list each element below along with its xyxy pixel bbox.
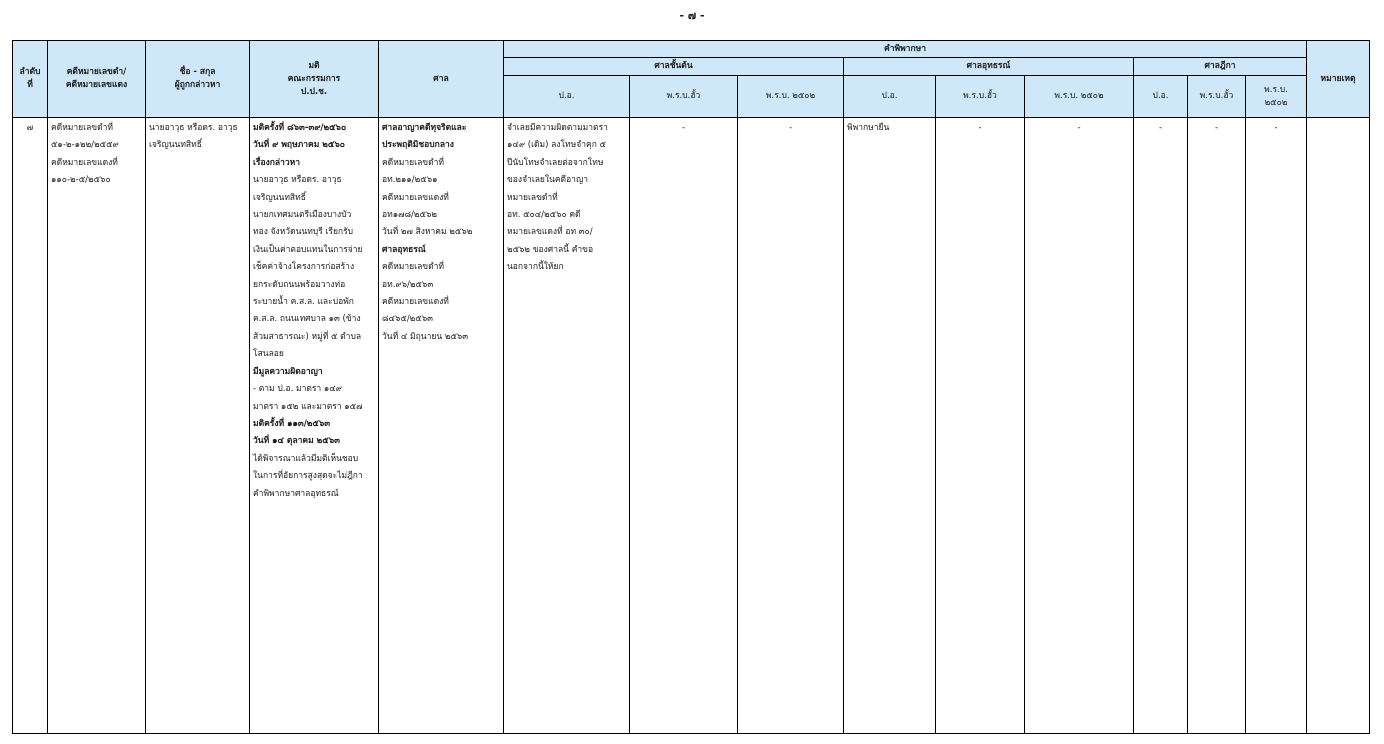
cell-resolution [250, 118, 379, 734]
cell-line: เจริญนนทสิทธิ์ [149, 140, 202, 151]
header-first-prb-ua: พ.ร.บ.ฮั้ว [630, 76, 738, 118]
cell-line: ระบายน้ำ ค.ส.ล. และบ่อพัก [253, 297, 354, 308]
cell-line: อท.๒๑๑/๒๕๖๑ [382, 175, 438, 186]
header-appeal: ศาลอุทธรณ์ [844, 58, 1134, 76]
cell-line: ส้วมสาธารณะ) หมู่ที่ ๕ ตำบล [253, 331, 362, 342]
cell-line: ยกระดับถนนพร้อมวางท่อ [253, 279, 346, 290]
cell-line: ในการที่อัยการสูงสุดจะไม่ฎีกา [253, 471, 363, 482]
header-remarks: หมายเหตุ [1307, 41, 1370, 118]
cell-line: นอกจากนี้ให้ยก [507, 262, 564, 273]
cell-line: หมายเลขดำที่ [507, 192, 558, 203]
header-appeal-prb-ua: พ.ร.บ.ฮั้ว [936, 76, 1025, 118]
cell-court [379, 118, 504, 734]
cell-line: ๑๑๐-๒-๕/๒๕๖๐ [51, 175, 111, 186]
cell-line: นายอาวุธ หรือดร. อาวุธ [149, 123, 238, 133]
cell-first-prb-ua: - [630, 118, 738, 734]
header-case-no [48, 41, 146, 118]
cell-line: - ตาม ป.อ. มาตรา ๑๔๙ [253, 384, 342, 395]
cell-line: ค.ส.ล. ถนนเทศบาล ๑๓ (ข้าง [253, 314, 361, 325]
header-supreme-prb-ua: พ.ร.บ.ฮั้ว [1188, 76, 1246, 118]
header-name [146, 41, 250, 118]
cell-line: คดีหมายเลขแดงที่ [382, 192, 449, 203]
cell-supreme-po: - [1134, 118, 1188, 734]
header-seq-line: ลำดับ [19, 67, 41, 77]
cell-line: คดีหมายเลขดำที่ [382, 262, 444, 273]
header-name-line: ผู้ถูกกล่าวหา [174, 80, 221, 90]
cell-line: ๒๕๖๒ ของศาลนี้ คำขอ [507, 244, 594, 255]
cell-line: คดีหมายเลขแดงที่ [382, 297, 449, 308]
header-first-instance: ศาลชั้นต้น [504, 58, 844, 76]
cell-line: วันที่ ๒๗ สิงหาคม ๒๕๖๒ [382, 227, 473, 238]
cell-line: ๑๔๙ (เดิม) ลงโทษจำคุก ๕ [507, 140, 606, 151]
cell-line: ได้พิจารณาแล้วมีมติเห็นชอบ [253, 453, 359, 464]
cell-remarks [1307, 118, 1370, 734]
cell-line: อท๑๗๘/๒๕๖๒ [382, 210, 437, 221]
cell-line: วันที่ ๔ มิถุนายน ๒๕๖๓ [382, 331, 469, 342]
cell-line: หมายเลขแดงที่ อท ๓๐/ [507, 227, 593, 238]
cell-line: วันที่ ๑๔ ตุลาคม ๒๕๖๓ [253, 436, 340, 447]
header-supreme: ศาลฎีกา [1134, 58, 1307, 76]
cell-line: มติครั้งที่ ๑๑๓/๒๕๖๓ [253, 418, 331, 429]
cell-line: เงินเป็นค่าตอบแทนในการจ่าย [253, 244, 363, 255]
header-appeal-po: ป.อ. [844, 76, 936, 118]
cell-line: คำพิพากษาศาลอุทธรณ์ [253, 488, 339, 499]
cell-line: วันที่ ๙ พฤษภาคม ๒๕๖๐ [253, 140, 345, 151]
page-number: - ๗ - [679, 9, 705, 22]
header-name-line: ชื่อ - สกุล [179, 67, 216, 77]
header-judgment: คำพิพากษา [504, 41, 1307, 58]
table-row [13, 118, 1370, 734]
cell-line: เช็คค่าจ้างโครงการก่อสร้าง [253, 262, 355, 273]
judgment-table [12, 40, 1370, 734]
cell-line: อท. ๕๐๔/๒๕๖๐ คดี [507, 210, 581, 221]
cell-line: ๘๔๖๕/๒๕๖๓ [382, 314, 433, 325]
header-supreme-po: ป.อ. [1134, 76, 1188, 118]
cell-line: มติครั้งที่ ๘๖๓-๓๙/๒๕๖๐ [253, 123, 347, 133]
cell-line: นายกเทศมนตรีเมืองบางบัว [253, 210, 352, 221]
cell-line: อท.๙๖/๒๕๖๓ [382, 279, 434, 290]
cell-appeal-prb-2502: - [1025, 118, 1134, 734]
cell-line: ของจำเลยในคดีอาญา [507, 175, 588, 186]
cell-line: คดีหมายเลขแดงที่ [51, 157, 118, 168]
header-resolution: มติ คณะกรรมการ ป.ป.ช. [250, 41, 379, 118]
header-first-po: ป.อ. [504, 76, 630, 118]
header-case-no-line: คดีหมายเลขดำ/ [66, 67, 127, 77]
cell-line: คดีหมายเลขดำที่ [51, 123, 113, 133]
cell-seq: ๗ [13, 118, 48, 734]
header-seq-line: ที่ [27, 80, 33, 90]
cell-line: มีมูลความผิดอาญา [253, 366, 323, 377]
cell-line: ศาลอาญาคดีทุจริตและ [382, 123, 467, 133]
header-seq [13, 41, 48, 118]
header-first-prb-2502: พ.ร.บ. ๒๕๐๒ [738, 76, 844, 118]
cell-line: ๕๑-๒-๑๒๒/๒๕๕๙ [51, 140, 119, 151]
cell-line: ศาลอุทธรณ์ [382, 244, 426, 255]
cell-name [146, 118, 250, 734]
cell-line: เจริญนนทสิทธิ์ [253, 192, 306, 203]
cell-appeal-prb-ua: - [936, 118, 1025, 734]
header-court: ศาล [379, 41, 504, 118]
cell-line: ทอง จังหวัดนนทบุรี เรียกรับ [253, 227, 354, 238]
header-supreme-prb-2502: พ.ร.บ. ๒๕๐๒ [1246, 76, 1307, 118]
cell-supreme-prb-2502: - [1246, 118, 1307, 734]
cell-first-prb-2502: - [738, 118, 844, 734]
cell-line: จำเลยมีความผิดตามมาตรา [507, 123, 608, 133]
cell-line: มาตรา ๑๕๒ และมาตรา ๑๕๗ [253, 401, 363, 412]
header-appeal-prb-2502: พ.ร.บ. ๒๕๐๒ [1025, 76, 1134, 118]
cell-supreme-prb-ua: - [1188, 118, 1246, 734]
cell-line: โสนลอย [253, 349, 284, 360]
cell-line: นายอาวุธ หรือดร. อาวุธ [253, 175, 342, 186]
cell-line: เรื่องกล่าวหา [253, 157, 301, 168]
cell-line: ประพฤติมิชอบกลาง [382, 140, 454, 151]
cell-line: ปีนับโทษจำเลยต่อจากโทษ [507, 157, 604, 168]
header-case-no-line: คดีหมายเลขแดง [65, 80, 128, 90]
cell-case-no [48, 118, 146, 734]
cell-appeal-po: พิพากษายืน [844, 118, 936, 734]
cell-line: คดีหมายเลขดำที่ [382, 157, 444, 168]
cell-first-po [504, 118, 630, 734]
